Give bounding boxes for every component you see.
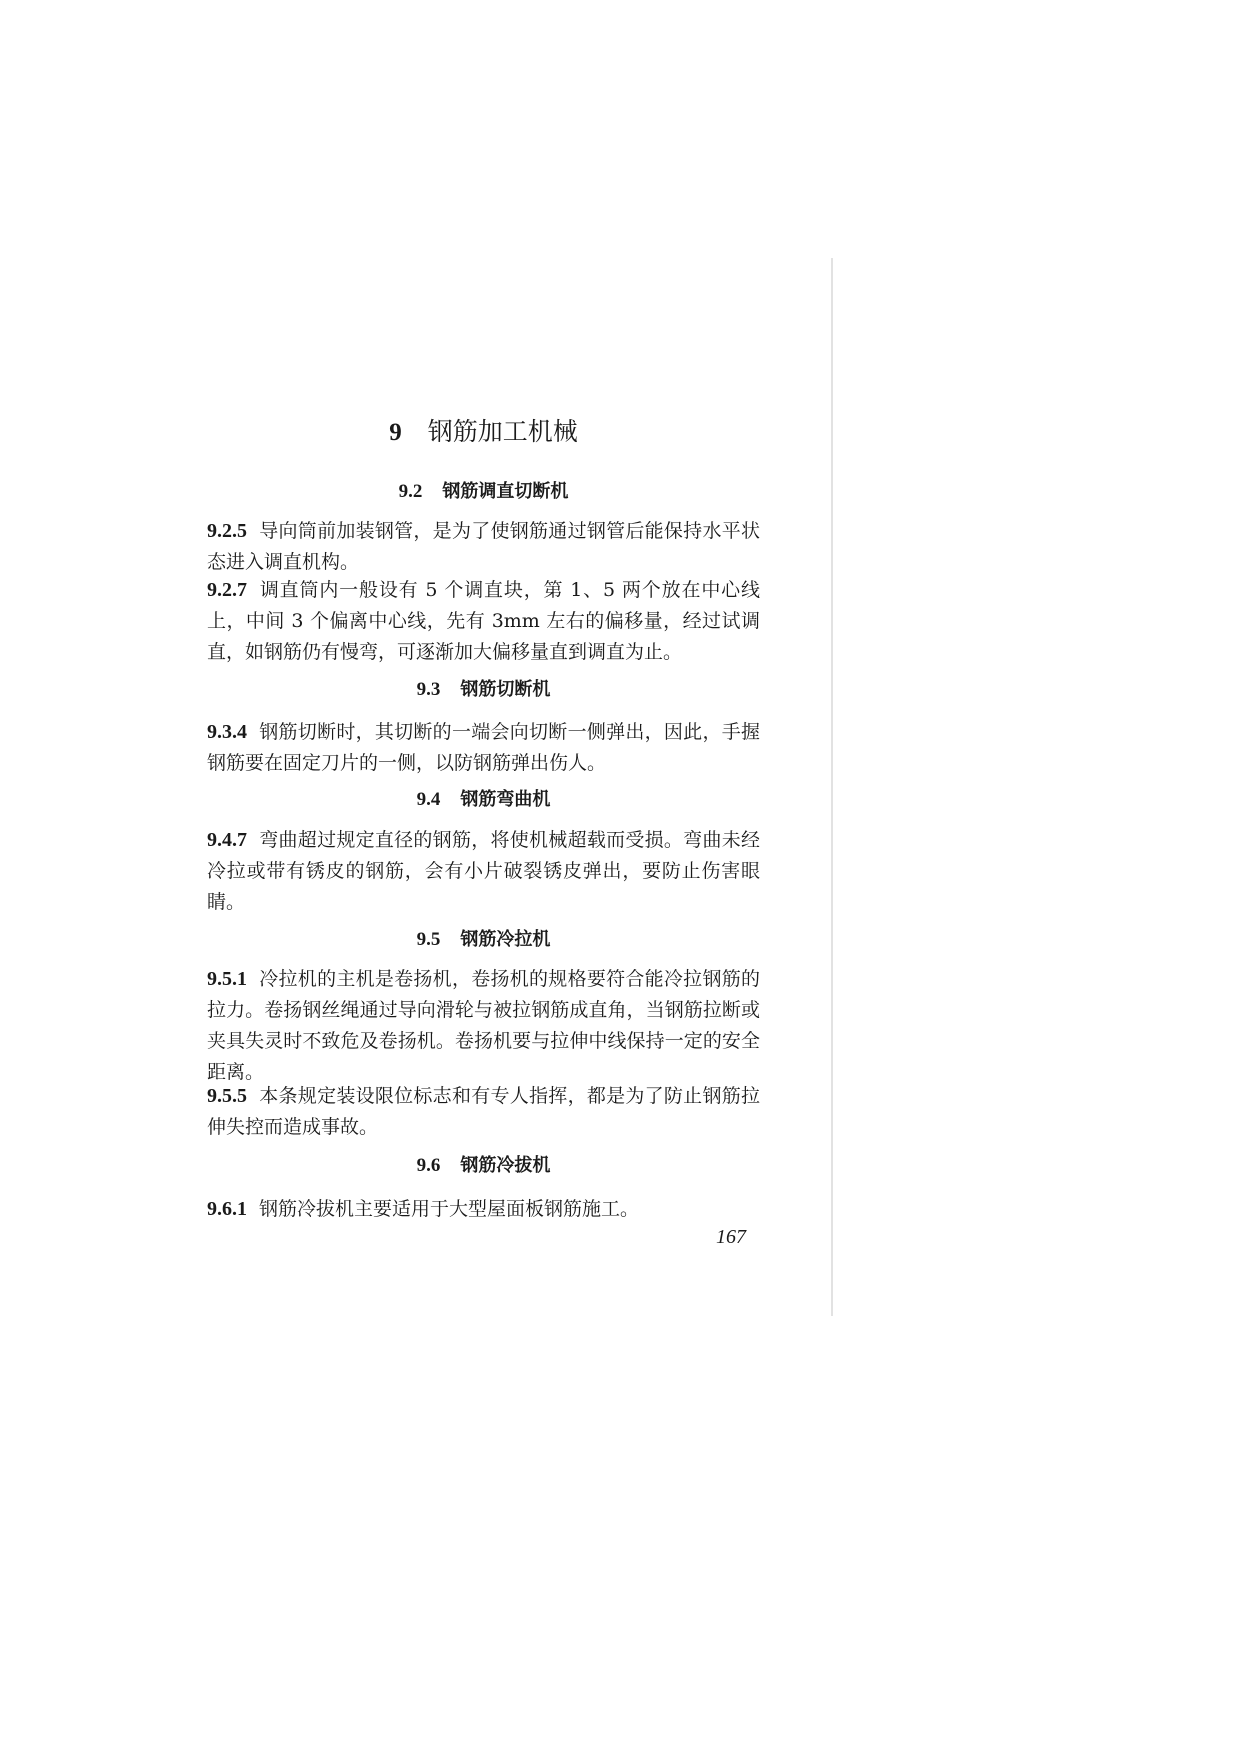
clause-text: 冷拉机的主机是卷扬机，卷扬机的规格要符合能冷拉钢筋的拉力。卷扬钢丝绳通过导向滑轮与被拉钢筋成直角，当钢筋拉断或夹具失灵时不致危及卷扬机。卷扬机要与拉伸中线保持一定的安全距离。: [207, 968, 760, 1083]
clause-number: 9.2.5: [207, 520, 247, 542]
clause-text: 调直筒内一般设有 5 个调直块，第 1、5 两个放在中心线上，中间 3 个偏离中心线，先有 3mm 左右的偏移量，经过试调直，如钢筋仍有慢弯，可逐渐加大偏移量直到调直为止。: [207, 579, 760, 663]
clause-number: 9.6.1: [207, 1198, 247, 1220]
clause-text: 导向筒前加装钢管，是为了使钢筋通过钢管后能保持水平状态进入调直机构。: [207, 520, 760, 573]
section-heading: [207, 675, 760, 705]
section-title: 钢筋冷拉机: [460, 929, 551, 950]
section-number: 9.3: [416, 679, 441, 700]
clause-number: 9.4.7: [207, 829, 247, 851]
clause-text: 钢筋切断时，其切断的一端会向切断一侧弹出，因此，手握钢筋要在固定刀片的一侧，以防钢筋弹出伤人。: [207, 721, 760, 774]
section-heading: [207, 785, 760, 815]
clause-number: 9.5.5: [207, 1085, 247, 1107]
section-heading: [207, 925, 760, 955]
clause: [207, 1194, 760, 1225]
page-edge-line: [831, 258, 833, 1316]
clause: [207, 717, 760, 779]
section-number: 9.5: [416, 929, 441, 950]
clause-number: 9.2.7: [207, 579, 247, 601]
section-number: 9.4: [416, 789, 441, 810]
clause-text: 钢筋冷拔机主要适用于大型屋面板钢筋施工。: [259, 1198, 640, 1220]
section-heading: [207, 477, 760, 507]
clause-text: 本条规定装设限位标志和有专人指挥，都是为了防止钢筋拉伸失控而造成事故。: [207, 1085, 760, 1138]
page-number: 167: [716, 1226, 746, 1248]
clause: [207, 516, 760, 578]
section-number: 9.6: [416, 1155, 441, 1176]
section-number: 9.2: [398, 481, 423, 502]
clause-number: 9.5.1: [207, 968, 247, 990]
section-title: 钢筋冷拔机: [460, 1155, 551, 1176]
clause: [207, 825, 760, 918]
chapter-number: 9: [389, 419, 402, 446]
chapter-title-text: 钢筋加工机械: [427, 417, 578, 446]
clause-number: 9.3.4: [207, 721, 247, 743]
clause: [207, 964, 760, 1088]
clause-text: 弯曲超过规定直径的钢筋，将使机械超载而受损。弯曲未经冷拉或带有锈皮的钢筋，会有小片破裂锈皮弹出，要防止伤害眼睛。: [207, 829, 760, 913]
clause: [207, 1081, 760, 1143]
section-title: 钢筋弯曲机: [460, 789, 551, 810]
section-heading: [207, 1151, 760, 1181]
section-title: 钢筋调直切断机: [442, 481, 569, 502]
section-title: 钢筋切断机: [460, 679, 551, 700]
chapter-title: [207, 414, 760, 451]
clause: [207, 575, 760, 668]
